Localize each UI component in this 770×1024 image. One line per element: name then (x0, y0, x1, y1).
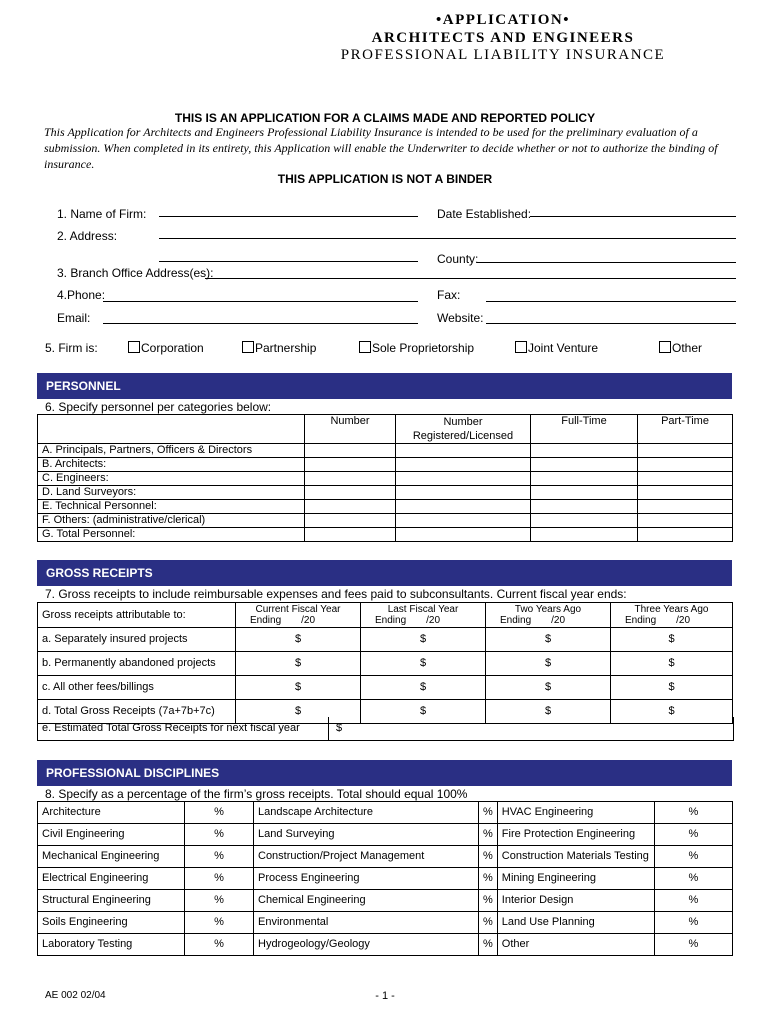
estimated-row (37, 717, 734, 741)
gross-attrib-label: Gross receipts attributable to: (38, 603, 236, 628)
table-row: Mechanical Engineering % Construction/Project Management % Construction Materials Testing % (38, 846, 733, 868)
header-line1: •APPLICATION• (436, 12, 570, 28)
checkbox-icon[interactable] (659, 341, 671, 353)
firm-type-partnership[interactable]: Partnership (242, 341, 316, 355)
table-row: Laboratory Testing % Hydrogeology/Geology % Other % (38, 934, 733, 956)
form-id: AE 002 02/04 (45, 990, 106, 1001)
col-registered: Number Registered/Licensed (396, 415, 531, 444)
email-label: Email: (57, 311, 91, 325)
date-established-field[interactable] (530, 216, 736, 217)
firm-type-sole-proprietorship[interactable]: Sole Proprietorship (359, 341, 474, 355)
address-field-2[interactable] (159, 261, 418, 262)
phone-label: 4.Phone: (57, 288, 106, 302)
table-row: Civil Engineering % Land Surveying % Fire Protection Engineering % (38, 824, 733, 846)
table-row: E. Technical Personnel: (38, 500, 733, 514)
county-label: County: (437, 252, 479, 266)
checkbox-icon[interactable] (242, 341, 254, 353)
estimated-dollar-field[interactable]: $ (336, 722, 343, 734)
name-of-firm-field[interactable] (159, 216, 418, 217)
header-line2: ARCHITECTS AND ENGINEERS (371, 30, 635, 46)
table-row: b. Permanently abandoned projects $ $ $ $ (38, 652, 733, 676)
table-row: c. All other fees/billings $ $ $ $ (38, 676, 733, 700)
gross-receipts-table (37, 602, 733, 724)
personnel-table (37, 414, 733, 542)
col-current-fiscal-year: Current Fiscal Year Ending /20 (236, 603, 361, 628)
branch-label: 3. Branch Office Address(es): (57, 266, 214, 280)
disciplines-table (37, 801, 733, 956)
header-line3: PROFESSIONAL LIABILITY INSURANCE (340, 47, 666, 63)
table-row: Electrical Engineering % Process Engineering % Mining Engineering % (38, 868, 733, 890)
table-row: Soils Engineering % Environmental % Land Use Planning % (38, 912, 733, 934)
col-two-years-ago: Two Years Ago Ending /20 (486, 603, 611, 628)
claims-title: THIS IS AN APPLICATION FOR A CLAIMS MADE AND REPORTED POLICY (174, 111, 596, 125)
name-of-firm-label: 1. Name of Firm: (57, 207, 147, 221)
disciplines-section-header: PROFESSIONAL DISCIPLINES (37, 760, 732, 786)
col-full-time: Full-Time (531, 415, 638, 444)
checkbox-icon[interactable] (515, 341, 527, 353)
intro-text: This Application for Architects and Engineers Professional Liability Insurance is intended to be used for the preliminary evaluation of a submission. When completed in its entirety, this Application will enable the Underwriter to decide whether or not to authorize the binding of insurance. (44, 125, 718, 171)
date-established-label: Date Established: (437, 207, 532, 221)
fax-label: Fax: (437, 288, 461, 302)
firm-type-corporation[interactable]: Corporation (128, 341, 204, 355)
gross-question: 7. Gross receipts to include reimbursable expenses and fees paid to subconsultants. Current fiscal year ends: (45, 587, 627, 601)
table-row: a. Separately insured projects $ $ $ $ (38, 628, 733, 652)
phone-field[interactable] (103, 301, 418, 302)
website-field[interactable] (486, 323, 736, 324)
table-row: D. Land Surveyors: (38, 486, 733, 500)
checkbox-icon[interactable] (359, 341, 371, 353)
firm-type-joint-venture[interactable]: Joint Venture (515, 341, 598, 355)
not-binder-notice: THIS APPLICATION IS NOT A BINDER (277, 172, 493, 186)
gross-receipts-section-header: GROSS RECEIPTS (37, 560, 732, 586)
col-last-fiscal-year: Last Fiscal Year Ending /20 (361, 603, 486, 628)
col-three-years-ago: Three Years Ago Ending /20 (611, 603, 733, 628)
table-row: A. Principals, Partners, Officers & Directors (38, 444, 733, 458)
firm-is-label: 5. Firm is: (45, 341, 98, 355)
table-row: F. Others: (administrative/clerical) (38, 514, 733, 528)
branch-field[interactable] (205, 278, 736, 279)
table-row: C. Engineers: (38, 472, 733, 486)
address-label: 2. Address: (57, 229, 118, 243)
col-number: Number (305, 415, 396, 444)
table-row: Structural Engineering % Chemical Engineering % Interior Design % (38, 890, 733, 912)
estimated-label: e. Estimated Total Gross Receipts for next fiscal year (38, 717, 329, 740)
county-field[interactable] (477, 262, 736, 263)
address-field[interactable] (159, 238, 736, 239)
table-row: Architecture % Landscape Architecture % HVAC Engineering % (38, 802, 733, 824)
fax-field[interactable] (486, 301, 736, 302)
personnel-section-header: PERSONNEL (37, 373, 732, 399)
firm-type-other[interactable]: Other (659, 341, 702, 355)
email-field[interactable] (103, 323, 418, 324)
table-row: B. Architects: (38, 458, 733, 472)
checkbox-icon[interactable] (128, 341, 140, 353)
table-row: d. Total Gross Receipts (7a+7b+7c) $ $ $ $ (38, 700, 733, 724)
page-number: - 1 - (375, 990, 395, 1002)
col-part-time: Part-Time (638, 415, 733, 444)
personnel-question: 6. Specify personnel per categories below: (45, 400, 272, 414)
website-label: Website: (437, 311, 484, 325)
disciplines-question: 8. Specify as a percentage of the firm’s gross receipts. Total should equal 100% (45, 787, 468, 801)
table-row: G. Total Personnel: (38, 528, 733, 542)
